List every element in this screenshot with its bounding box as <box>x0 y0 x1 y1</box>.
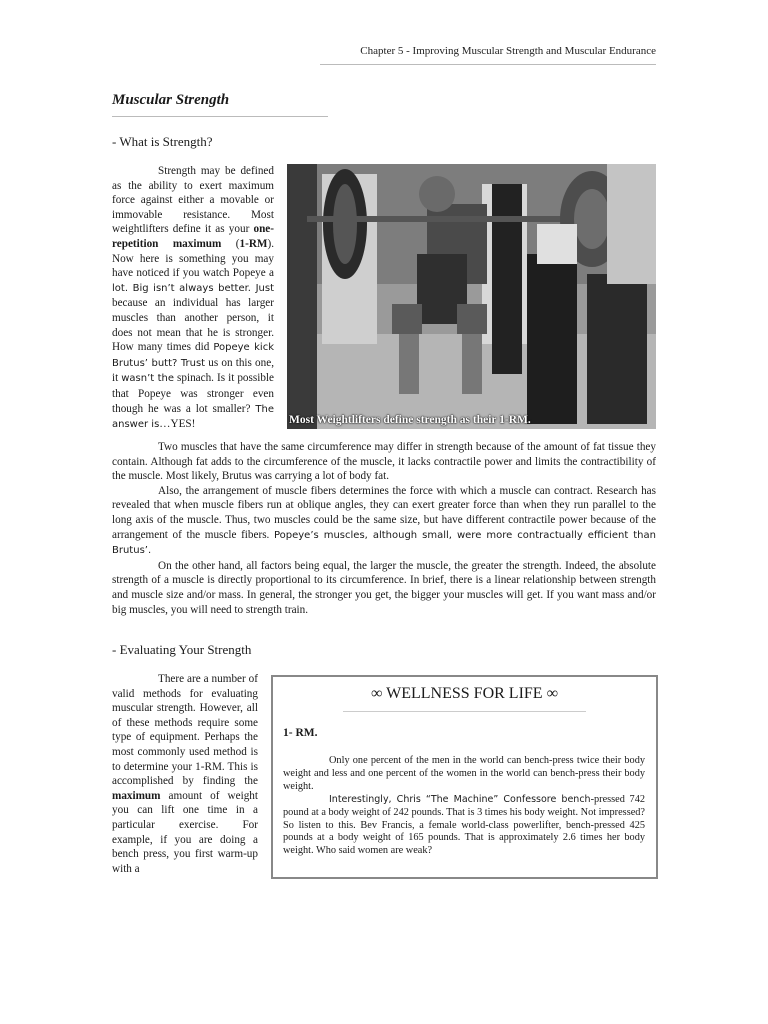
wellness-box-divider <box>343 711 586 712</box>
intro-column <box>112 164 274 433</box>
weightlifter-photo-image <box>287 164 656 429</box>
evaluating-column <box>112 672 258 876</box>
wellness-paragraph-1: Only one percent of the men in the world can bench-press twice their body weight and less and one percent of the women in the world can bench-press their body weight. <box>283 755 645 792</box>
paragraph-fibers: Also, the arrangement of muscle fibers determines the force with which a muscle can contract. Research has revealed that when muscle fibers run at oblique angles, they can exert greater force than when they run parallel to the long axis of the muscle. Thus, two muscles could be the same size, but have different contractile power because of the arrangement of the muscle fibers. Popeye’s muscles, although small, were more contractually efficient than Brutus’. <box>112 484 656 557</box>
weightlifter-photo <box>287 164 656 429</box>
chapter-header: Chapter 5 - Improving Muscular Strength and Muscular Endurance <box>360 45 656 57</box>
body-text <box>112 440 656 617</box>
section-heading-evaluating: - Evaluating Your Strength <box>112 642 252 657</box>
evaluating-paragraph: There are a number of valid methods for evaluating muscular strength. However, all of these methods require some type of equipment. Perhaps the most commonly used method is to determine your 1-RM. This is accomplished by finding the maximum amount of weight you can lift one time in a particular exercise. For example, if you are doing a bench press, you first warm-up with a <box>112 673 258 875</box>
paragraph-size: On the other hand, all factors being equal, the larger the muscle, the greater the strength. Indeed, the absolute strength of a muscle is directly proportional to its circumference. In brief, there is a linear relationship between strength and muscle size and/or mass. In general, the stronger you get, the bigger your muscles will get. If you want mass and/or big muscles, you will need to strength train. <box>112 559 656 616</box>
wellness-sidebar-box <box>271 675 658 879</box>
wellness-box-title: ∞ WELLNESS FOR LIFE ∞ <box>371 685 558 702</box>
wellness-box-text <box>283 755 645 858</box>
wellness-box-subtitle: 1- RM. <box>283 727 318 739</box>
header-divider <box>320 64 656 65</box>
intro-paragraph: Strength may be defined as the ability to exert maximum force against either a movable or immovable resistance. Most weightlifters define it as your one-repetition maximum (1-RM). Now here is something you may have noticed if you watch Popeye a lot. Big isn’t always better. Just because an individual has larger muscles than another person, it does not mean that he is stronger. How many times did Popeye kick Brutus’ butt? Trust us on this one, it wasn’t the spinach. Is it possible that Popeye was stronger even though he was a lot smaller? The answer is…YES! <box>112 165 275 431</box>
page-title: Muscular Strength <box>112 92 230 108</box>
title-divider <box>112 116 328 117</box>
photo-caption: Most Weightlifters define strength as their 1-RM. <box>289 414 531 426</box>
section-heading-what-is-strength: - What is Strength? <box>112 134 213 149</box>
paragraph-fat: Two muscles that have the same circumference may differ in strength because of the amount of fat tissue they contain. Although fat adds to the circumference of the muscle, it lacks contractile power and limits the contractibility of the muscle. Most likely, Brutus was carrying a lot of body fat. <box>112 441 656 483</box>
wellness-paragraph-2: Interestingly, Chris “The Machine” Confessore bench-pressed 742 pound at a body weight of 242 pounds. That is 3 times his body weight. Not impressed? So listen to this. Bev Francis, a female world-class powerlifter, bench-pressed 425 pounds at a body weight of 165 pounds. That is approximately 2.6 times her body weight. Who said women are weak? <box>283 793 645 857</box>
